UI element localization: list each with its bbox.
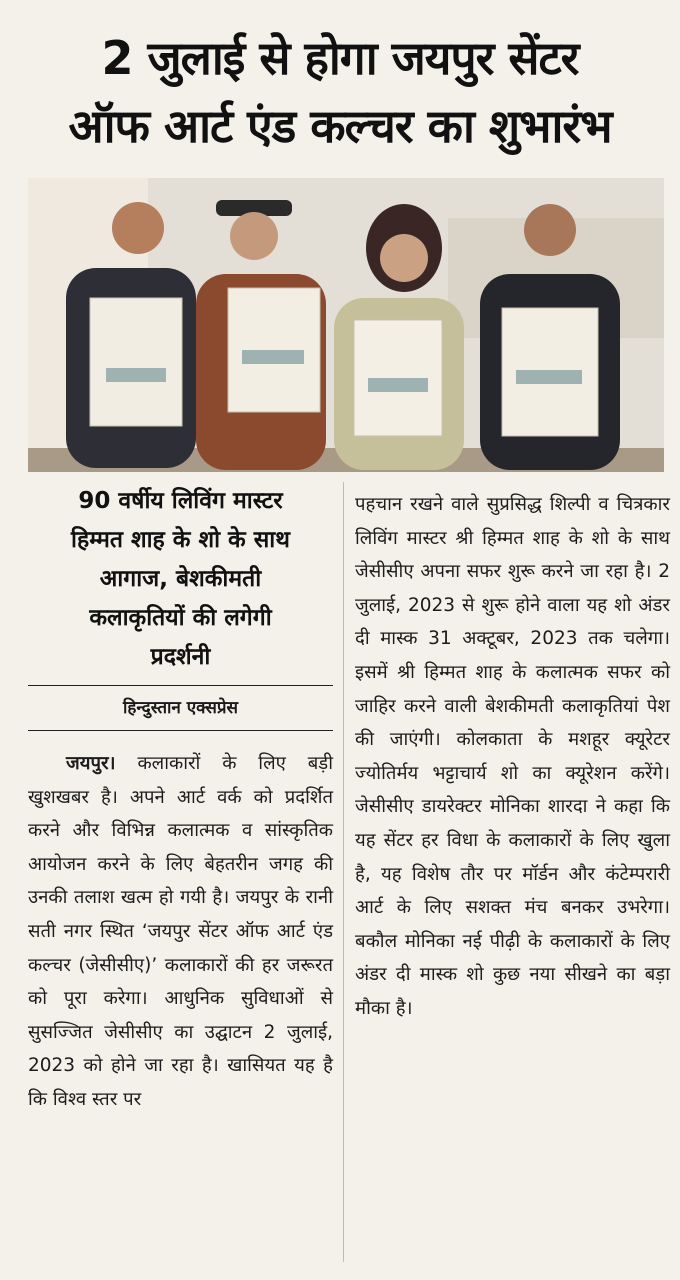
subheadline-line: प्रदर्शनी (150, 644, 211, 670)
photo-of-four-people-holding-posters-icon (28, 178, 664, 472)
article-body-left (28, 747, 333, 1117)
headline-line-2: ऑफ आर्ट एंड कल्चर का शुभारंभ (68, 99, 612, 153)
column-divider (343, 482, 344, 1262)
article-text-right: पहचान रखने वाले सुप्रसिद्ध शिल्पी व चित्रकार लिविंग मास्टर श्री हिम्मत शाह के शो के साथ जेसीसीए अपना सफर शुरू करने जा रहा है। 2 जुलाई, 2023 से शुरू होने वाला यह शो अंडर दी मास्क 31 अक्टूबर, 2023 तक चलेगा। इसमें श्री हिम्मत शाह के कलात्मक सफर को जाहिर करने वाली बेशकीमती कलाकृतियां पेश की जाएंगी। कोलकाता के मशहूर क्यूरेटर ज्योतिर्मय भट्टाचार्य शो का क्यूरेशन करेंगे। जेसीसीए डायरेक्टर मोनिका शारदा ने कहा कि यह सेंटर हर विधा के कलाकारों के लिए खुला है, यह विशेष तौर पर मॉर्डन और कंटेम्परारी आर्ट के लिए सशक्त मंच बनकर उभरेगा। बकौल मोनिका नई पीढ़ी के कलाकारों के लिए अंडर दी मास्क शो कुछ नया सीखने का बड़ा मौका है। (355, 494, 670, 1019)
subheadline-line: हिम्मत शाह के शो के साथ (71, 527, 290, 553)
headline-line-1: 2 जुलाई से होगा जयपुर सेंटर (101, 31, 579, 85)
divider (28, 730, 333, 731)
article-text-left: कलाकारों के लिए बड़ी खुशखबर है। अपने आर्ट वर्क को प्रदर्शित करने और विभिन्न कलात्मक व सांस्कृतिक आयोजन करने के लिए बेहतरीन जगह की उनकी तलाश खत्म हो गयी है। जयपुर के रानी सती नगर स्थित ‘जयपुर सेंटर ऑफ आर्ट एंड कल्चर (जेसीसीए)’ कलाकारों की हर जरूरत को पूरा करेगा। आधुनिक सुविधाओं से सुसज्जित जेसीसीए का उद्घाटन 2 जुलाई, 2023 को होने जा रहा है। खासियत यह है कि विश्व स्तर पर (28, 753, 333, 1110)
right-column (355, 488, 670, 1026)
headline (20, 24, 660, 160)
subheadline-line: कलाकृतियों की लगेगी (89, 605, 272, 631)
left-column (28, 482, 333, 1117)
subheadline-line: 90 वर्षीय लिविंग मास्टर (78, 488, 283, 514)
dateline: जयपुर। (66, 753, 116, 774)
subheadline-line: आगाज, बेशकीमती (99, 566, 262, 592)
byline: हिन्दुस्तान एक्सप्रेस (123, 698, 238, 718)
subheadline (28, 482, 333, 677)
news-photo (28, 178, 664, 472)
